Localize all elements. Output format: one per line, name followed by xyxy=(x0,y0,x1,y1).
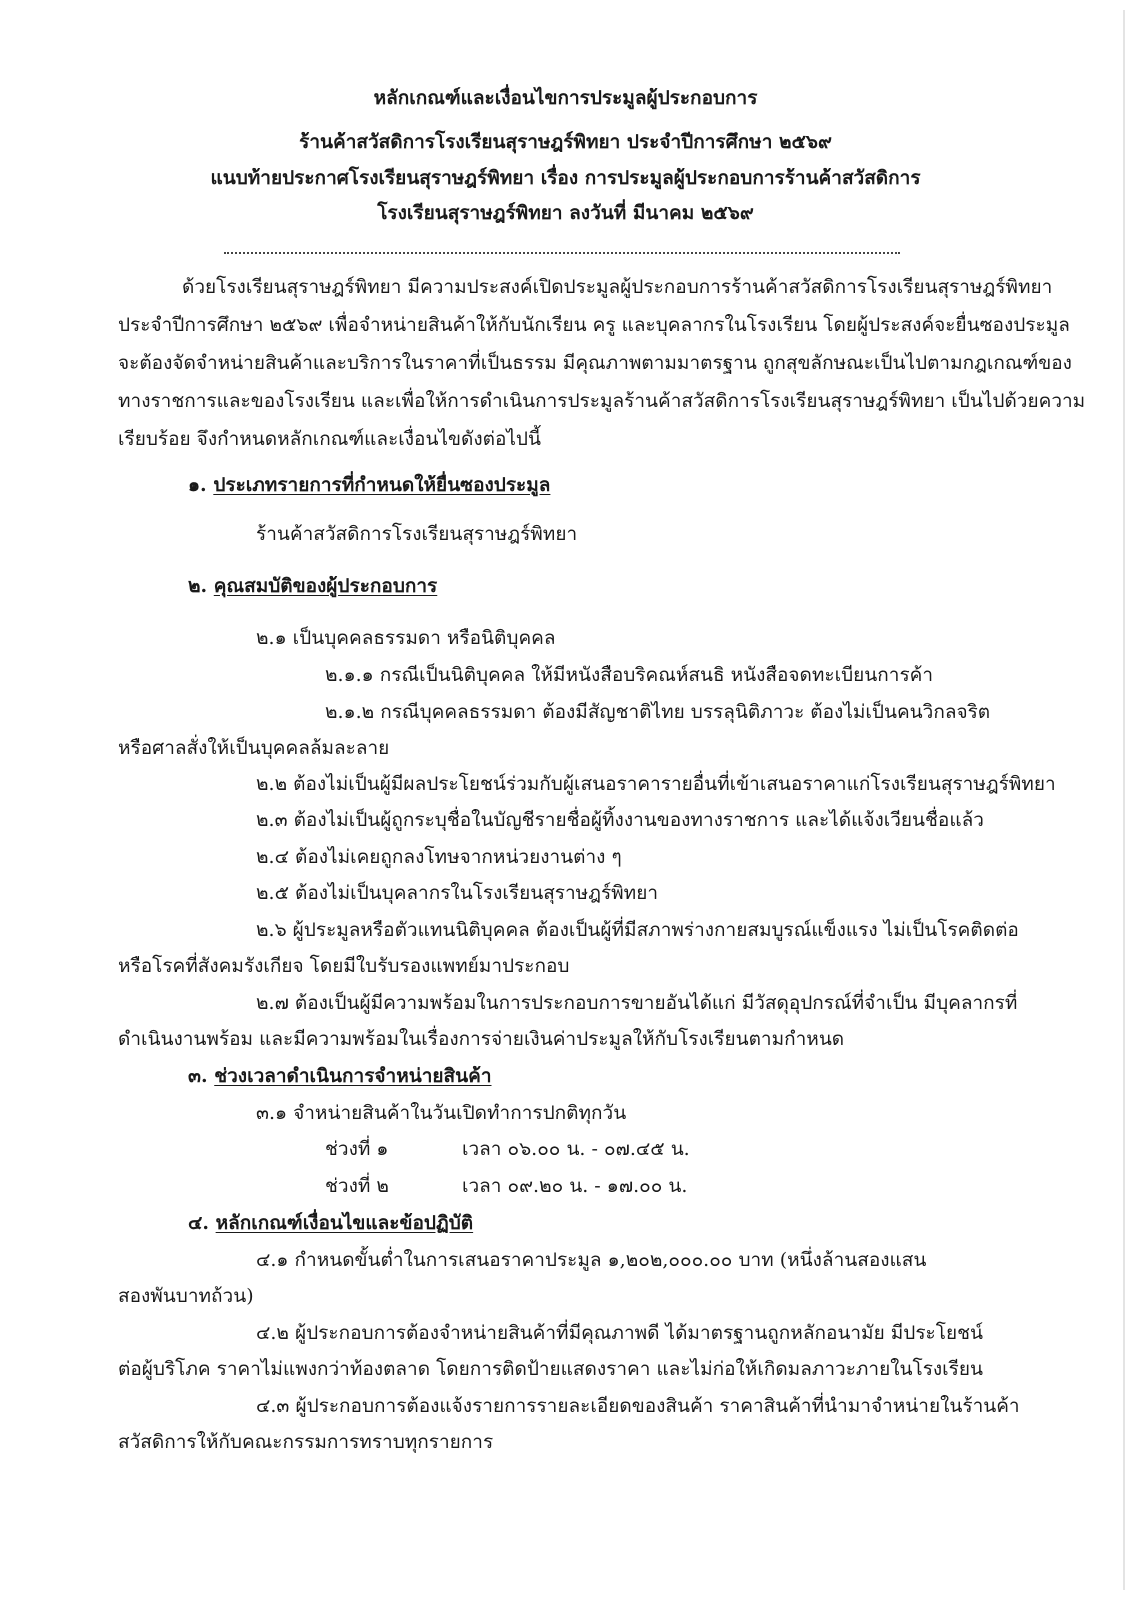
dotted-divider xyxy=(224,252,900,254)
doc-title: หลักเกณฑ์และเงื่อนไขการประมูลผู้ประกอบการ xyxy=(373,87,758,109)
item-2-2: ๒.๒ ต้องไม่เป็นผู้มีผลประโยชน์ร่วมกับผู้เสนอราคารายอื่นที่เข้าเสนอราคาแก่โรงเรียนสุราษฎร์พิทยา xyxy=(256,773,1056,795)
section-1-body: ร้านค้าสวัสดิการโรงเรียนสุราษฎร์พิทยา xyxy=(256,523,578,545)
intro-line: ประจำปีการศึกษา ๒๕๖๙ เพื่อจำหน่ายสินค้าให้กับนักเรียน ครู และบุคลากรในโรงเรียน โดยผู้ประสงค์จะยื่นซองประมูล xyxy=(118,314,1070,336)
period-1-time: เวลา ๐๖.๐๐ น. - ๐๗.๔๕ น. xyxy=(462,1138,690,1160)
item-2-7-cont: ดำเนินงานพร้อม และมีความพร้อมในเรื่องการจ่ายเงินค่าประมูลให้กับโรงเรียนตามกำหนด xyxy=(118,1028,845,1050)
intro-paragraph xyxy=(118,268,1085,458)
section-1-heading xyxy=(188,473,550,497)
item-2-3: ๒.๓ ต้องไม่เป็นผู้ถูกระบุชื่อในบัญชีรายชื่อผู้ทิ้งงานของทางราชการ และได้แจ้งเวียนชื่อแล้ว xyxy=(256,809,984,831)
section-number: ๓. xyxy=(188,1065,208,1087)
section-title: ประเภทรายการที่กำหนดให้ยื่นซองประมูล xyxy=(213,474,551,496)
item-2-1-1: ๒.๑.๑ กรณีเป็นนิติบุคคล ให้มีหนังสือบริคณห์สนธิ หนังสือจดทะเบียนการค้า xyxy=(325,664,934,686)
section-title: คุณสมบัติของผู้ประกอบการ xyxy=(213,575,438,597)
section-4-heading xyxy=(188,1211,473,1235)
item-2-7: ๒.๗ ต้องเป็นผู้มีความพร้อมในการประกอบการขายอันได้แก่ มีวัสดุอุปกรณ์ที่จำเป็น มีบุคลากรที่ xyxy=(256,992,1018,1014)
item-4-2: ๔.๒ ผู้ประกอบการต้องจำหน่ายสินค้าที่มีคุณภาพดี ได้มาตรฐานถูกหลักอนามัย มีประโยชน์ xyxy=(256,1322,983,1344)
item-4-3: ๔.๓ ผู้ประกอบการต้องแจ้งรายการรายละเอียดของสินค้า ราคาสินค้าที่นำมาจำหน่ายในร้านค้า xyxy=(256,1395,1020,1417)
doc-subtitle: ร้านค้าสวัสดิการโรงเรียนสุราษฎร์พิทยา ประจำปีการศึกษา ๒๕๖๙ xyxy=(299,131,832,153)
item-2-6: ๒.๖ ผู้ประมูลหรือตัวแทนนิติบุคคล ต้องเป็นผู้ที่มีสภาพร่างกายสมบูรณ์แข็งแรง ไม่เป็นโรคติดต่อ xyxy=(256,919,1019,941)
section-number: ๑. xyxy=(188,474,207,496)
item-2-1-2-cont: หรือศาลสั่งให้เป็นบุคคลล้มละลาย xyxy=(118,737,390,759)
section-2-heading xyxy=(188,574,437,598)
intro-line: เรียบร้อย จึงกำหนดหลักเกณฑ์และเงื่อนไขดังต่อไปนี้ xyxy=(118,428,541,450)
item-2-4: ๒.๔ ต้องไม่เคยถูกลงโทษจากหน่วยงานต่าง ๆ xyxy=(256,846,622,868)
item-4-1-cont: สองพันบาทถ้วน) xyxy=(118,1285,254,1307)
doc-attachment-line: แนบท้ายประกาศโรงเรียนสุราษฎร์พิทยา เรื่อง การประมูลผู้ประกอบการร้านค้าสวัสดิการ xyxy=(210,167,921,189)
period-2-time: เวลา ๐๙.๒๐ น. - ๑๗.๐๐ น. xyxy=(462,1175,688,1197)
item-2-6-cont: หรือโรคที่สังคมรังเกียจ โดยมีใบรับรองแพทย์มาประกอบ xyxy=(118,955,570,977)
intro-line: จะต้องจัดจำหน่ายสินค้าและบริการในราคาที่เป็นธรรม มีคุณภาพตามมาตรฐาน ถูกสุขลักษณะเป็นไปตามกฎเกณฑ์ของ xyxy=(118,352,1072,374)
section-number: ๔. xyxy=(188,1212,209,1234)
period-2-label: ช่วงที่ ๒ xyxy=(325,1175,389,1197)
section-number: ๒. xyxy=(188,575,208,597)
item-4-2-cont: ต่อผู้บริโภค ราคาไม่แพงกว่าท้องตลาด โดยการติดป้ายแสดงราคา และไม่ก่อให้เกิดมลภาวะภายในโรงเรียน xyxy=(118,1358,984,1380)
item-3-1: ๓.๑ จำหน่ายสินค้าในวันเปิดทำการปกติทุกวัน xyxy=(256,1102,627,1124)
item-4-1: ๔.๑ กำหนดขั้นต่ำในการเสนอราคาประมูล ๑,๒๐๒,๐๐๐.๐๐ บาท (หนึ่งล้านสองแสน xyxy=(256,1249,927,1271)
item-2-1: ๒.๑ เป็นบุคคลธรรมดา หรือนิติบุคคล xyxy=(256,627,556,649)
section-title: หลักเกณฑ์เงื่อนไขและข้อปฏิบัติ xyxy=(215,1212,474,1234)
item-2-1-2: ๒.๑.๒ กรณีบุคคลธรรมดา ต้องมีสัญชาติไทย บรรลุนิติภาวะ ต้องไม่เป็นคนวิกลจริต xyxy=(325,701,991,723)
scan-edge-shadow xyxy=(1123,10,1125,1590)
section-title: ช่วงเวลาดำเนินการจำหน่ายสินค้า xyxy=(214,1065,492,1087)
item-4-3-cont: สวัสดิการให้กับคณะกรรมการทราบทุกรายการ xyxy=(118,1431,494,1453)
doc-date-line: โรงเรียนสุราษฎร์พิทยา ลงวันที่ มีนาคม ๒๕๖๙ xyxy=(377,202,754,224)
intro-line: ทางราชการและของโรงเรียน และเพื่อให้การดำเนินการประมูลร้านค้าสวัสดิการโรงเรียนสุราษฎร์พิทยา เป็นไปด้วยความ xyxy=(118,390,1086,412)
item-2-5: ๒.๕ ต้องไม่เป็นบุคลากรในโรงเรียนสุราษฎร์พิทยา xyxy=(256,882,659,904)
section-3-heading xyxy=(188,1064,492,1088)
period-1-label: ช่วงที่ ๑ xyxy=(325,1138,389,1160)
intro-line: ด้วยโรงเรียนสุราษฎร์พิทยา มีความประสงค์เปิดประมูลผู้ประกอบการร้านค้าสวัสดิการโรงเรียนสุราษฎร์พิทยา xyxy=(182,276,1053,298)
